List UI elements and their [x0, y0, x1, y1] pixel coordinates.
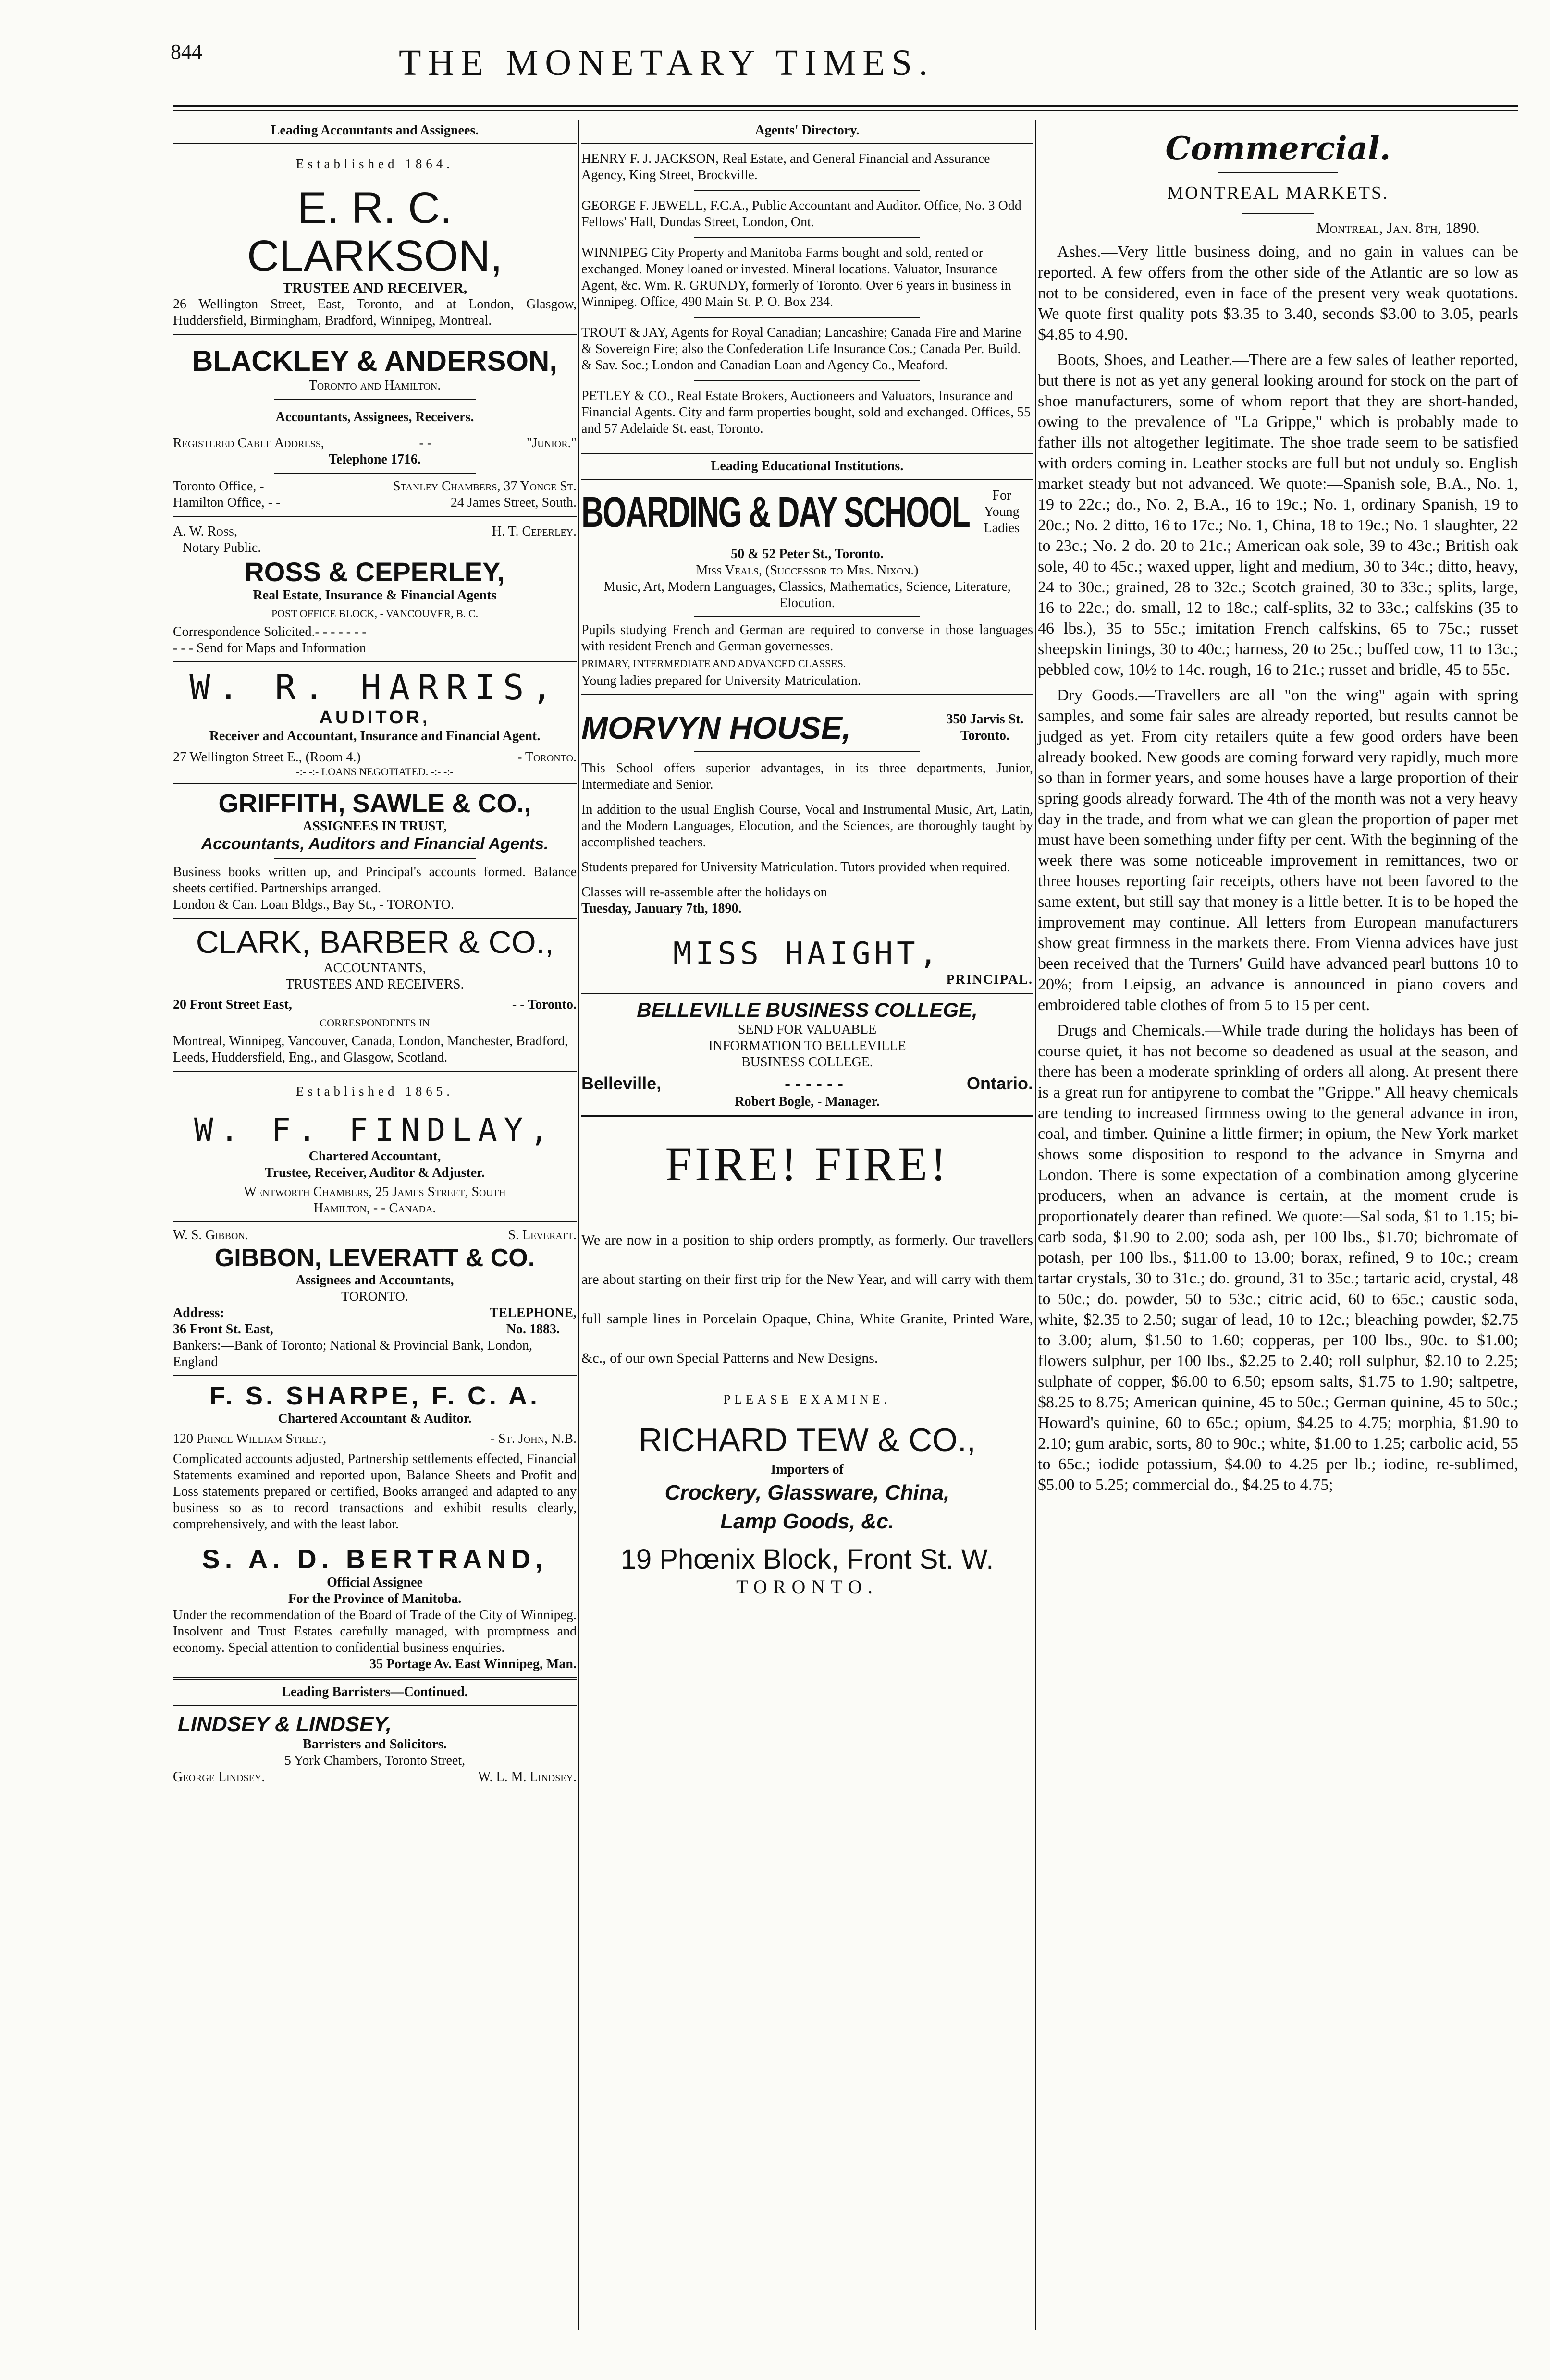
ad-role: Chartered Accountant & Auditor. — [278, 1411, 472, 1426]
ad-text: Complicated accounts adjusted, Partnership settlements effected, Financial Statements examined and reported upon, Balance Sheets and Profit and Loss statements prepared or certified, Books arranged and adapted to any business so as to record transactions and exhibit results clearly, comprehensively, and with the least labor. — [173, 1452, 577, 1532]
ad-role: Real Estate, Insurance & Financial Agents — [253, 588, 497, 603]
ad-city: - Toronto. — [517, 750, 577, 765]
ad-address: Wentworth Chambers, 25 James Street, South — [244, 1184, 506, 1199]
ad-name: GIBBON, LEVERATT & CO. — [214, 1244, 535, 1272]
ad-province: Ontario. — [966, 1074, 1033, 1093]
ad-address: 35 Portage Av. East Winnipeg, Man. — [369, 1657, 577, 1672]
ad-role: Accountants, Assignees, Receivers. — [275, 410, 474, 425]
market-heading: MONTREAL MARKETS. — [1167, 183, 1389, 203]
ad-address: 36 Front St. East, — [173, 1322, 273, 1337]
ad-address: 5 York Chambers, Toronto Street, — [284, 1753, 466, 1768]
section-heading: Leading Educational Institutions. — [711, 459, 904, 474]
ad-date: Tuesday, January 7th, 1890. — [581, 901, 742, 916]
ad-name: LINDSEY & LINDSEY, — [178, 1712, 392, 1736]
ad-text: Classes will re-assemble after the holidays on — [581, 885, 827, 900]
ad-text: Students prepared for University Matriculation. Tutors provided when required. — [581, 860, 1010, 875]
ad-address: 50 & 52 Peter St., Toronto. — [731, 547, 884, 561]
ad-text: BUSINESS COLLEGE. — [741, 1055, 873, 1070]
ad-name: S. A. D. BERTRAND, — [202, 1544, 548, 1574]
ad-name: BELLEVILLE BUSINESS COLLEGE, — [637, 999, 978, 1021]
ad-text: We are now in a position to ship orders promptly, as formerly. Our travellers are about starting on their first trip for the New Year, and will carry with them full sample lines in Porcelain Opaque, China, White Granite, Printed Ware, &c., of our own Special Patterns and New Designs. — [581, 1232, 1033, 1366]
maps-info: - - - Send for Maps and Information — [173, 641, 367, 656]
ad-text: Business books written up, and Principal's accounts formed. Balance sheets certified. Partnerships arranged. — [173, 865, 577, 896]
ad-text: Pupils studying French and German are required to converse in those languages with resident French and German governesses. — [581, 622, 1033, 654]
ad-goods: Lamp Goods, &c. — [720, 1510, 894, 1533]
ad-text: In addition to the usual English Course, Vocal and Instrumental Music, Art, Latin, and the Modern Languages, Elocution, and the Sciences, are thoroughly taught by accomplished teachers. — [581, 802, 1033, 850]
established-line: Established 1864. — [296, 157, 454, 171]
partner-name: W. L. M. Lindsey. — [478, 1770, 577, 1784]
page-number: 844 — [171, 40, 202, 63]
partner-name: S. Leveratt. — [508, 1228, 577, 1243]
correspondence: Correspondence Solicited.- - - - - - - — [173, 624, 367, 639]
header-rule — [173, 105, 1518, 107]
ad-city: - St. John, N.B. — [490, 1431, 577, 1446]
ad-sub: Accountants, Auditors and Financial Agents. — [201, 835, 549, 853]
office-address: 24 James Street, South. — [450, 495, 577, 510]
column-accountants — [173, 120, 577, 1785]
ad-city: TORONTO. — [736, 1576, 878, 1598]
partner-name: A. W. Ross, — [173, 524, 237, 539]
ad-name: BOARDING & DAY SCHOOL — [581, 488, 970, 537]
ad-address: 27 Wellington Street E., (Room 4.) — [173, 750, 361, 765]
agent-listing: HENRY F. J. JACKSON, Real Estate, and General Financial and Assurance Agency, King Street, Brockville. — [581, 151, 990, 183]
ad-role: TRUSTEE AND RECEIVER, — [282, 280, 467, 296]
ad-principal: Miss Veals, (Successor to Mrs. Nixon.) — [696, 563, 919, 578]
ad-side-note: For Young Ladies — [984, 488, 1020, 536]
ad-address: 120 Prince William Street, — [173, 1431, 327, 1446]
agent-listing: WINNIPEG City Property and Manitoba Farms bought and sold, rented or exchanged. Money loaned or invested. Mineral locations. Valuator, Insurance Agent, &c. Wm. R. GRUNDY, formerly of Toronto. Over 6 years in business in Winnipeg. Office, 490 Main St. P. O. Box 234. — [581, 245, 1011, 309]
ad-city: Belleville, — [581, 1074, 662, 1093]
ad-role: TRUSTEES AND RECEIVERS. — [285, 977, 464, 992]
ad-city: Toronto and Hamilton. — [308, 378, 441, 393]
column-agents — [581, 120, 1033, 1598]
masthead-title: THE MONETARY TIMES. — [399, 43, 935, 83]
ad-name: BLACKLEY & ANDERSON, — [192, 345, 558, 377]
column-commercial — [1038, 120, 1518, 1500]
ad-address: London & Can. Loan Bldgs., Bay St., - TORONTO. — [173, 897, 454, 912]
ad-text: Young ladies prepared for University Matriculation. — [581, 673, 861, 688]
ad-role: Importers of — [771, 1462, 844, 1477]
agent-listing: TROUT & JAY, Agents for Royal Canadian; Lancashire; Canada Fire and Marine & Sovereign Fire; also the Confederation Life Insurance Cos.; Canada Per. Build. & Sav. Soc.; London and Canadian Loan and Agency Co., Meaford. — [581, 325, 1021, 373]
principal-name: MISS HAIGHT, — [673, 936, 942, 972]
column-divider — [578, 120, 579, 2330]
telephone-label: TELEPHONE, — [489, 1306, 577, 1320]
ad-headline: FIRE! FIRE! — [665, 1137, 949, 1191]
ad-role: Official Assignee — [327, 1575, 423, 1590]
ad-manager: Robert Bogle, - Manager. — [735, 1094, 880, 1109]
ad-sub: Receiver and Accountant, Insurance and Financial Agent. — [209, 729, 541, 744]
ad-text: Under the recommendation of the Board of Trade of the City of Winnipeg. Insolvent and Trust Estates carefully managed, with promptness and economy. Special attention to confidential business enquiries. — [173, 1608, 577, 1655]
ad-text: INFORMATION TO BELLEVILLE — [708, 1038, 906, 1053]
ad-name: W. R. HARRIS, — [189, 667, 560, 708]
office-label: Toronto Office, - — [173, 479, 264, 494]
ad-address: 350 Jarvis St. Toronto. — [946, 712, 1024, 743]
report-paragraph: Dry Goods.—Travellers are all "on the wing" again with spring samples, and some fair sales are already reported, but results cannot be judged as yet. From city retailers quite a few good orders have been already booked. New goods are coming forward very rapidly, much more so than in former years, and some houses have a large proportion of their spring goods already forward. The 4th of the month was not a very heavy day in the trade, and from what we can glean the proportion of paper met must have been something under fifty per cent. With the beginning of the week there was some noticeable improvement in remittances, two or three houses reporting fair receipts, others have not been favored to the same extent, but still say that money is a little better. It is to be hoped the improvement may continue. All letters from European manufacturers show great firmness in the markets there. From Vienna advices have just been received that the Turners' Guild have advanced pearl buttons 10 to 20%; from Leipsig, an advance is announced in piano covers and embroidered table clothes of from 5 to 15 per cent. — [1038, 686, 1518, 1014]
section-heading: Commercial. — [1165, 130, 1391, 167]
partner-name: W. S. Gibbon. — [173, 1228, 248, 1243]
ad-address: 26 Wellington Street, East, Toronto, and at London, Glasgow, Huddersfield, Birmingham, Bradford, Winnipeg, Montreal. — [173, 297, 577, 328]
dateline: Montreal, Jan. 8th, 1890. — [1316, 219, 1480, 236]
partner-title: Notary Public. — [183, 540, 261, 555]
ad-name: E. R. C. CLARKSON, — [247, 183, 503, 281]
section-heading: Leading Barristers—Continued. — [282, 1684, 468, 1699]
principal-title: PRINCIPAL. — [946, 972, 1033, 987]
cable-dashes: - - — [419, 436, 432, 451]
ad-name: ROSS & CEPERLEY, — [245, 557, 505, 587]
ad-text: SEND FOR VALUABLE — [738, 1022, 877, 1037]
header-rule-thin — [173, 110, 1518, 111]
ad-address: POST OFFICE BLOCK, - VANCOUVER, B. C. — [271, 608, 479, 620]
ad-sub: Trustee, Receiver, Auditor & Adjuster. — [264, 1165, 485, 1180]
agent-listing: GEORGE F. JEWELL, F.C.A., Public Accountant and Auditor. Office, No. 3 Odd Fellows' Hall, Dundas Street, London, Ont. — [581, 198, 1021, 230]
ad-dashes: - - - - - - — [785, 1074, 844, 1093]
section-heading: Agents' Directory. — [755, 123, 860, 138]
telephone: No. 1883. — [506, 1322, 560, 1337]
ad-text: This School offers superior advantages, in its three departments, Junior, Intermediate and Senior. — [581, 761, 1033, 792]
cable-address: "Junior." — [526, 436, 577, 451]
ad-city: Hamilton, - - Canada. — [313, 1201, 436, 1216]
ad-city: TORONTO. — [341, 1289, 408, 1304]
cable-label: Registered Cable Address, — [173, 436, 324, 451]
partner-name: George Lindsey. — [173, 1770, 265, 1784]
ad-name: CLARK, BARBER & CO., — [196, 924, 554, 960]
ad-sub: For the Province of Manitoba. — [288, 1591, 462, 1606]
section-heading: Leading Accountants and Assignees. — [271, 123, 479, 138]
ad-text: Bankers:—Bank of Toronto; National & Provincial Bank, London, England — [173, 1338, 532, 1369]
ad-role: Chartered Accountant, — [308, 1149, 441, 1164]
ad-name: RICHARD TEW & CO., — [639, 1422, 976, 1458]
ad-address: 20 Front Street East, — [173, 997, 292, 1012]
ad-text: Montreal, Winnipeg, Vancouver, Canada, London, Manchester, Bradford, Leeds, Huddersfield, Eng., and Glasgow, Scotland. — [173, 1034, 568, 1065]
ad-role: Barristers and Solicitors. — [303, 1737, 447, 1752]
ad-name: MORVYN HOUSE, — [581, 710, 851, 745]
column-divider — [1035, 120, 1036, 2330]
report-paragraph: Drugs and Chemicals.—While trade during the holidays has been of course quiet, it has not become so deadened as usual at the season, and there has been a moderate sprinkling of orders all along. At present there is a great run for antipyrene to combat the "Grippe." All heavy chemicals are tending to increased firmness owing to the general advance in iron, coal, and timber. Quinine a little firmer; in opium, the New York market shows some disposition to respond to the advance in Smyrna and London. There is some expectation of a combination among glycerine producers, when an advance is certain, at the moment crude is proportionately dearer than refined. We quote:—Sal soda, $1 to 1.15; bi-carb soda, $1.90 to 2.00; soda ash, per 100 lbs., $1.70; bichromate of potash, per 100 lbs., $11.00 to 13.00; borax, refined, 9 to 10c.; cream tartar crystals, 30 to 31c.; do. ground, 31 to 35c.; tartaric acid, crystal, 48 to 50c.; do. powder, 50 to 53c.; citric acid, 60 to 65c.; caustic soda, white, $2.35 to 2.50; sugar of lead, 10 to 12c.; bleaching powder, $2.75 to 3.00; alum, $1.50 to 1.60; copperas, per 100 lbs., 90c. to $1.00; flowers sulphur, per 100 lbs., $2.25 to 2.40; roll sulphur, $2.10 to 2.25; sulphate of copper, $6.00 to 6.50; epsom salts, $1.75 to 1.90; saltpetre, $8.25 to 8.75; American quinine, 45 to 50c.; German quinine, 45 to 50c.; Howard's quinine, 60 to 65c.; opium, $4.25 to 4.75; morphia, $1.90 to 2.10; gum arabic, sorts, 80 to 90c.; white, $1.00 to 1.25; carbolic acid, 55 to 65c.; iodide potassium, $4.00 to 4.25 per lb.; iodine, re-sublimed, $5.00 to 5.25; commercial do., $4.25 to 4.75; — [1038, 1022, 1518, 1494]
ad-goods: Crockery, Glassware, China, — [664, 1481, 950, 1504]
ad-address: 19 Phœnix Block, Front St. W. — [620, 1544, 994, 1575]
ad-name: F. S. SHARPE, F. C. A. — [209, 1381, 541, 1410]
ad-classes: PRIMARY, INTERMEDIATE AND ADVANCED CLASSES. — [581, 658, 846, 670]
office-address: Stanley Chambers, 37 Yonge St. — [393, 479, 577, 494]
address-label: Address: — [173, 1306, 224, 1320]
correspondents-heading: CORRESPONDENTS IN — [320, 1017, 430, 1029]
ad-name: W. F. FINDLAY, — [194, 1111, 556, 1148]
report-paragraph: Boots, Shoes, and Leather.—There are a few sales of leather reported, but there is not as yet any general looking around for stock on the part of shoe manufacturers, some of whom report that they are short-handed, owing to the prevalence of "La Grippe," which is probably made to father ills not altogether legitimate. The shoe trade seem to be satisfied with orders coming in. Leather stocks are full but not unduly so. English market steady but not advanced. We quote:—Spanish sole, B.A., No. 1, 19 to 22c.; do., No. 2, B.A., 16 to 19c.; No. 1, ordinary Spanish, 19 to 20c.; No. 2 ditto, 16 to 17c.; No. 1, China, 18 to 19c.; No. 1 slaughter, 22 to 23c.; No. 2 do. 20 to 21c.; American oak sole, 39 to 43c.; British oak sole, 40 to 45c.; waxed upper, light and medium, 30 to 34c.; ditto, heavy, 24 to 30c.; grained, 28 to 32c.; Scotch grained, 30 to 33c.; splits, large, 16 to 22c.; do. small, 12 to 18c.; calf-splits, 32 to 33c.; calfskins (35 to 46 lbs.), 35 to 55c.; imitation French calfskins, 65 to 75c.; russet sheepskin linings, 30 to 40c.; harness, 20 to 25c.; buffed cow, 11 to 13c.; pebbled cow, 10½ to 14c. rough, 16 to 21c.; russet and bridle, 45 to 55c. — [1038, 351, 1518, 679]
telephone: Telephone 1716. — [329, 452, 421, 467]
loans-line: -:- -:- LOANS NEGOTIATED. -:- -:- — [296, 766, 454, 778]
market-report — [1038, 242, 1518, 1495]
report-paragraph: Ashes.—Very little business doing, and no gain in values can be reported. A few offers from the other side of the Atlantic are so low as not to be considered, even in face of the present very weak quotations. We quote first quality pots $3.35 to 3.40, seconds $3.00 to 3.05, pearls $4.85 to 4.90. — [1038, 243, 1518, 343]
partner-name: H. T. Ceperley. — [492, 524, 577, 539]
ad-role: ACCOUNTANTS, — [323, 961, 426, 976]
ad-name: GRIFFITH, SAWLE & CO., — [218, 789, 531, 818]
ad-role: ASSIGNEES IN TRUST, — [302, 819, 447, 834]
ad-please: PLEASE EXAMINE. — [723, 1392, 891, 1406]
ad-role: AUDITOR, — [319, 708, 431, 728]
office-label: Hamilton Office, - - — [173, 495, 281, 510]
ad-text: Music, Art, Modern Languages, Classics, Mathematics, Science, Literature, Elocution. — [603, 579, 1011, 610]
ad-role: Assignees and Accountants, — [295, 1273, 454, 1288]
established-line: Established 1865. — [296, 1084, 454, 1098]
ad-city: - - Toronto. — [512, 997, 577, 1012]
agent-listing: PETLEY & CO., Real Estate Brokers, Auctioneers and Valuators, Insurance and Financial Agents. City and farm properties bought, sold and exchanged. Offices, 55 and 57 Adelaide St. east, Toronto. — [581, 389, 1031, 436]
